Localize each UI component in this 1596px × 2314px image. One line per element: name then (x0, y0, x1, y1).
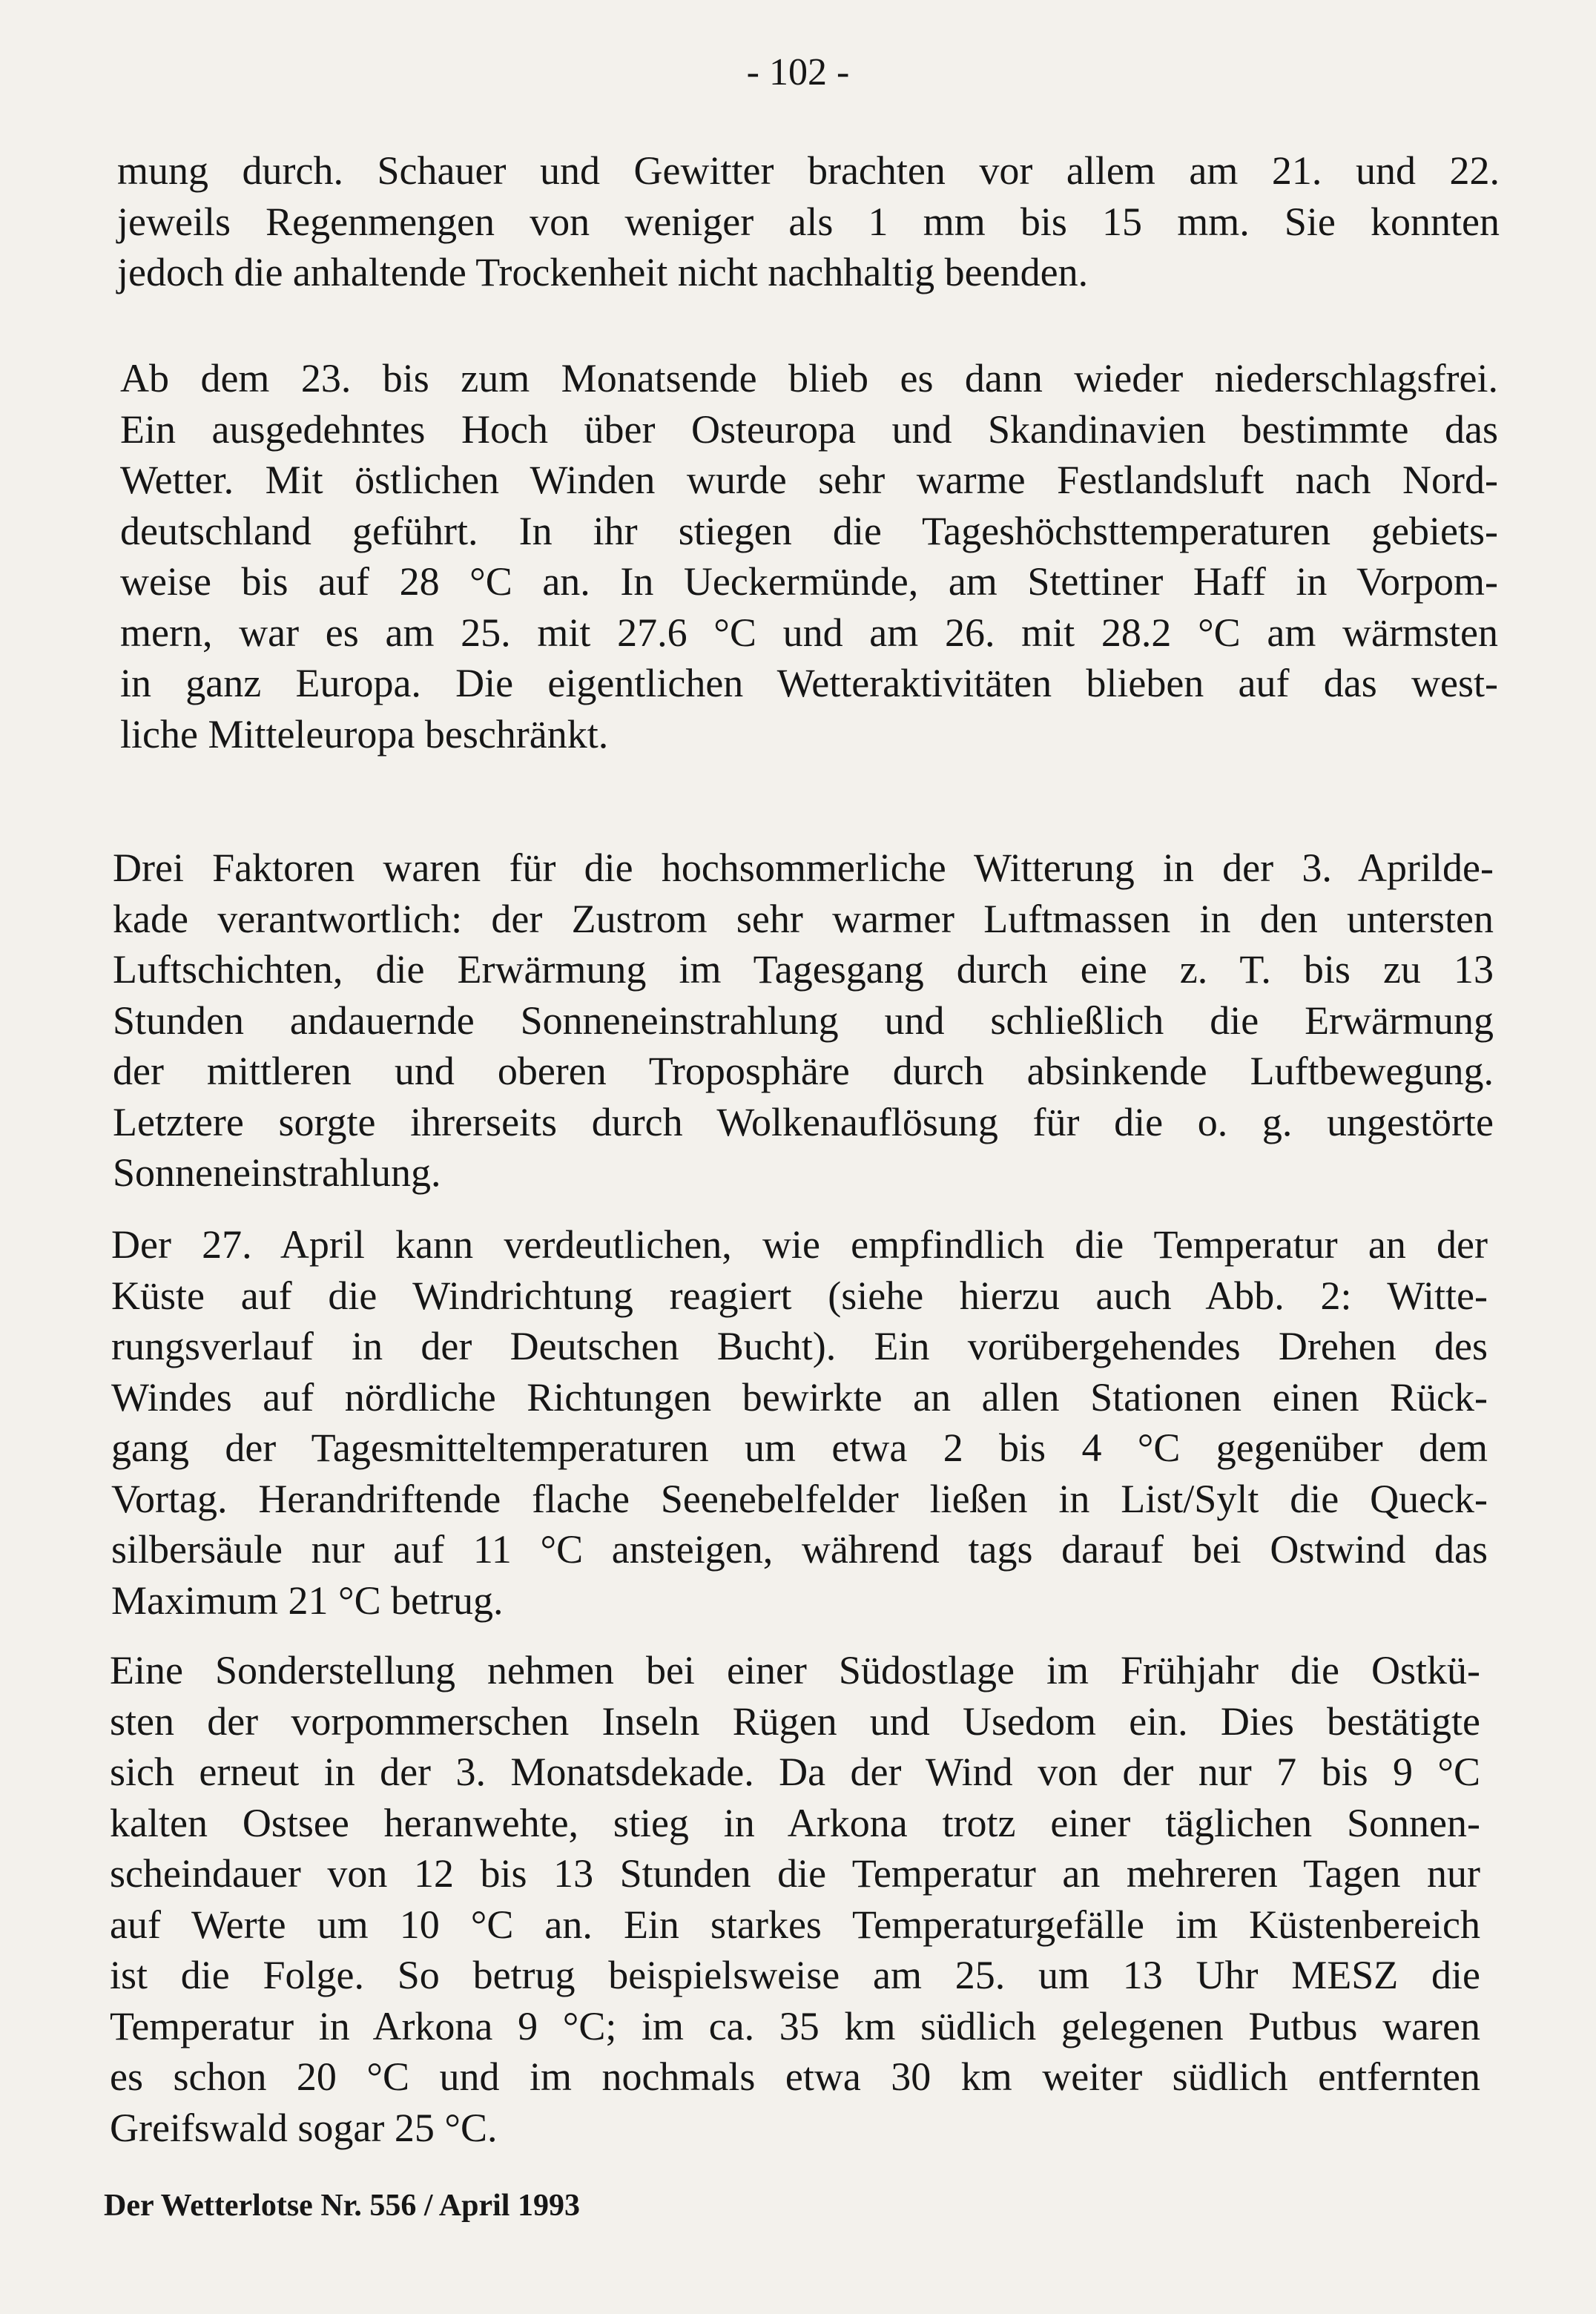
text-line: es schon 20 °C und im nochmals etwa 30 km weiter südlich entfernten (110, 2054, 1480, 2099)
text-line: in ganz Europa. Die eigentlichen Wetteraktivitäten blieben auf das west- (120, 661, 1498, 705)
text-line: Luftschichten, die Erwärmung im Tagesgang durch eine z. T. bis zu 13 (113, 947, 1494, 992)
text-line: Maximum 21 °C betrug. (111, 1578, 504, 1623)
text-line: Küste auf die Windrichtung reagiert (siehe hierzu auch Abb. 2: Witte- (111, 1273, 1488, 1318)
text-line: der mittleren und oberen Troposphäre durch absinkende Luftbewegung. (113, 1049, 1494, 1093)
text-line: Windes auf nördliche Richtungen bewirkte an allen Stationen einen Rück- (111, 1374, 1488, 1420)
text-line: Ab dem 23. bis zum Monatsende blieb es dann wieder niederschlagsfrei. (120, 356, 1498, 400)
text-line: gang der Tagesmitteltemperaturen um etwa 2 bis 4 °C gegenüber dem (111, 1425, 1488, 1470)
text-line: rungsverlauf in der Deutschen Bucht). Ein vorübergehendes Drehen des (111, 1324, 1488, 1368)
text-line: Greifswald sogar 25 °C. (110, 2105, 498, 2150)
text-line: liche Mitteleuropa beschränkt. (120, 711, 609, 756)
text-line: Temperatur in Arkona 9 °C; im ca. 35 km südlich gelegenen Putbus waren (110, 2003, 1480, 2048)
text-line: weise bis auf 28 °C an. In Ueckermünde, am Stettiner Haff in Vorpom- (120, 559, 1498, 604)
paragraph-2 (120, 353, 1498, 759)
text-line: Der 27. April kann verdeutlichen, wie empfindlich die Temperatur an der (111, 1222, 1488, 1267)
page-number: - 102 - (746, 51, 850, 93)
paragraph-1 (117, 145, 1500, 298)
text-line: Letztere sorgte ihrerseits durch Wolkenauflösung für die o. g. ungestörte (113, 1099, 1494, 1144)
text-line: jeweils Regenmengen von weniger als 1 mm bis 15 mm. Sie konnten (117, 199, 1500, 244)
text-line: silbersäule nur auf 11 °C ansteigen, während tags darauf bei Ostwind das (111, 1527, 1488, 1572)
text-line: Drei Faktoren waren für die hochsommerliche Witterung in der 3. Aprilde- (113, 846, 1494, 890)
footer-publication: Der Wetterlotse Nr. 556 / April 1993 (104, 2189, 580, 2223)
paragraph-3 (113, 843, 1494, 1199)
text-line: Vortag. Herandriftende flache Seenebelfelder ließen in List/Sylt die Queck- (111, 1476, 1488, 1521)
text-line: Ein ausgedehntes Hoch über Osteuropa und Skandinavien bestimmte das (120, 406, 1498, 452)
text-line: Stunden andauernde Sonneneinstrahlung und schließlich die Erwärmung (113, 998, 1494, 1043)
text-line: sten der vorpommerschen Inseln Rügen und Usedom ein. Dies bestätigte (110, 1698, 1480, 1744)
text-line: mung durch. Schauer und Gewitter brachten vor allem am 21. und 22. (117, 148, 1500, 193)
text-line: sich erneut in der 3. Monatsdekade. Da der Wind von der nur 7 bis 9 °C (110, 1750, 1480, 1794)
paragraph-4 (111, 1219, 1488, 1626)
text-line: scheindauer von 12 bis 13 Stunden die Temperatur an mehreren Tagen nur (110, 1851, 1480, 1896)
text-line: jedoch die anhaltende Trockenheit nicht nachhaltig beenden. (117, 250, 1089, 294)
text-line: ist die Folge. So betrug beispielsweise am 25. um 13 Uhr MESZ die (110, 1953, 1480, 1997)
text-line: kalten Ostsee heranwehte, stieg in Arkona trotz einer täglichen Sonnen- (110, 1800, 1480, 1845)
text-line: Sonneneinstrahlung. (113, 1150, 441, 1195)
text-line: kade verantwortlich: der Zustrom sehr warmer Luftmassen in den untersten (113, 896, 1494, 941)
text-line: deutschland geführt. In ihr stiegen die Tageshöchsttemperaturen gebiets- (120, 508, 1498, 553)
text-line: Wetter. Mit östlichen Winden wurde sehr warme Festlandsluft nach Nord- (120, 458, 1498, 502)
text-line: auf Werte um 10 °C an. Ein starkes Temperaturgefälle im Küstenbereich (110, 1902, 1480, 1947)
text-line: Eine Sonderstellung nehmen bei einer Südostlage im Frühjahr die Ostkü- (110, 1648, 1480, 1692)
text-line: mern, war es am 25. mit 27.6 °C und am 26. mit 28.2 °C am wärmsten (120, 610, 1498, 655)
paragraph-5 (110, 1645, 1480, 2153)
